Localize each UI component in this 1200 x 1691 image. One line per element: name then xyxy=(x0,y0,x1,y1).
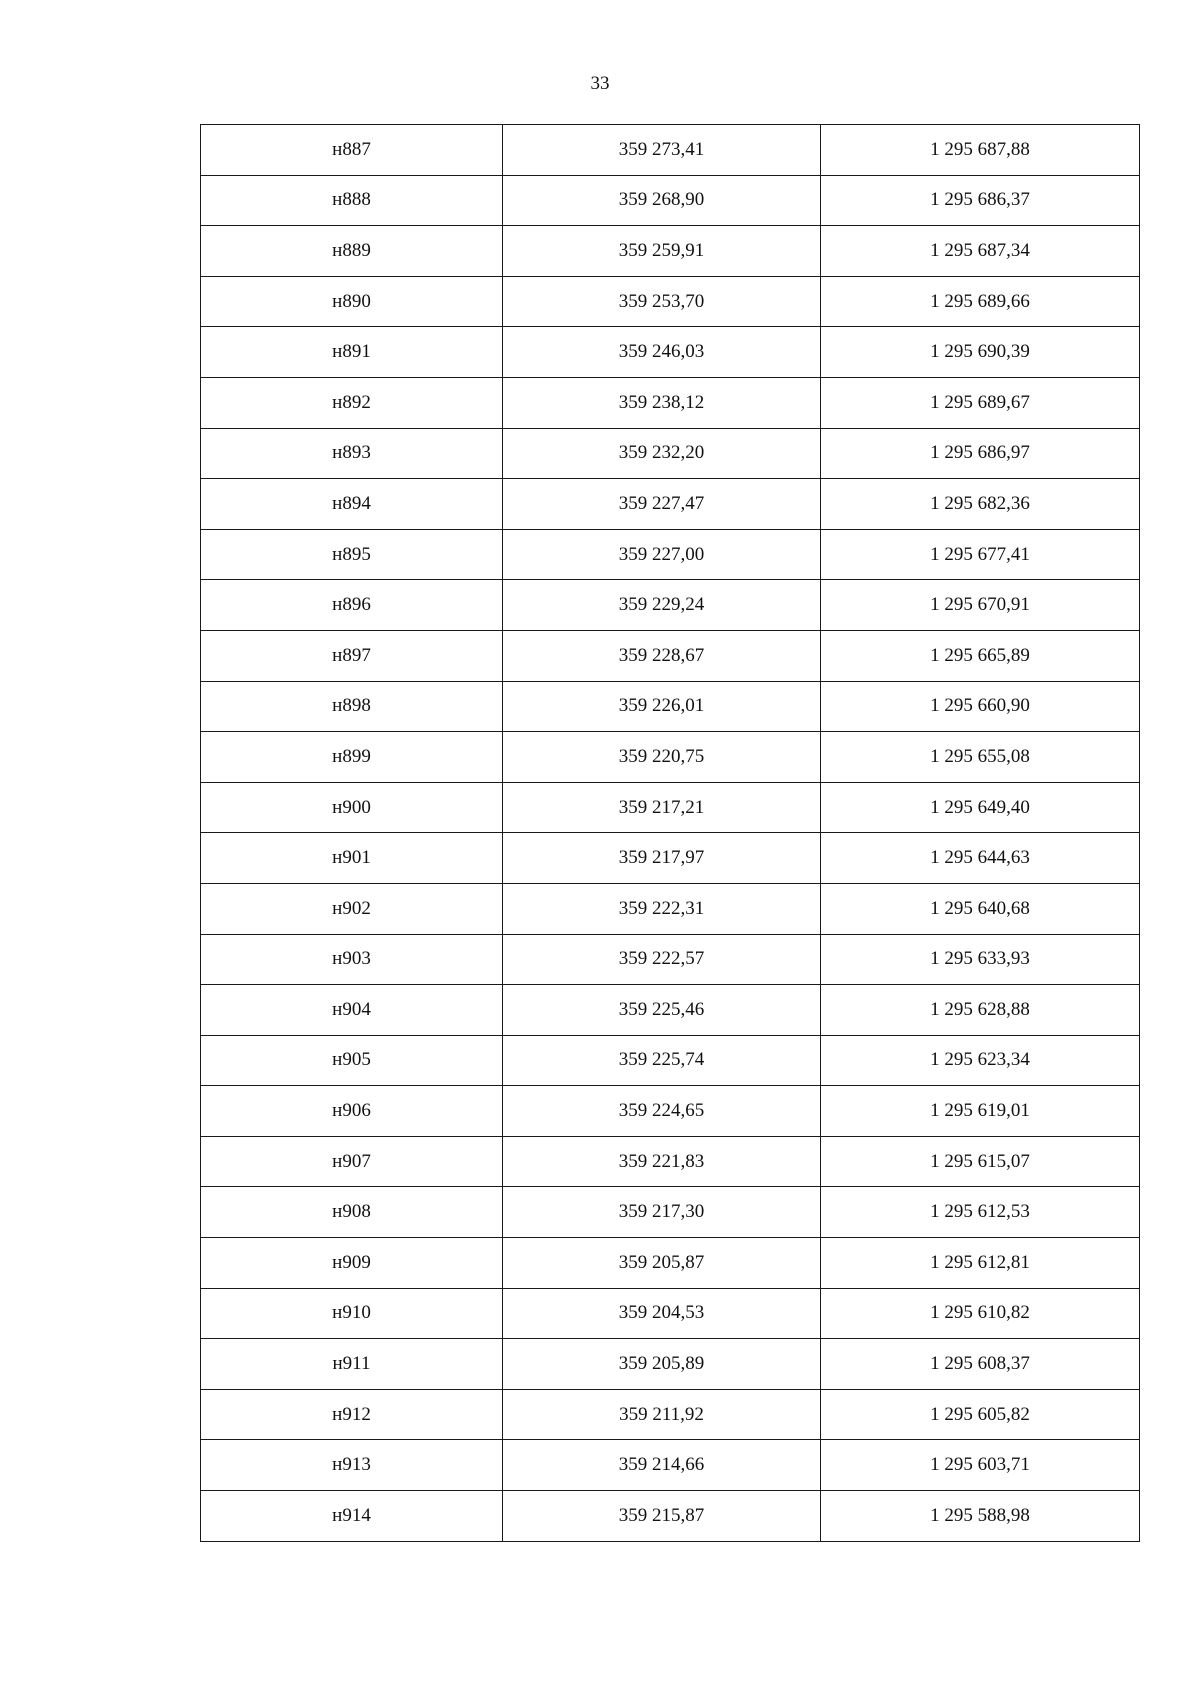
x-coordinate-cell: 359 220,75 xyxy=(503,732,821,783)
y-coordinate-cell: 1 295 628,88 xyxy=(821,985,1140,1036)
table-row xyxy=(201,985,1140,1036)
x-coordinate-cell: 359 227,47 xyxy=(503,479,821,530)
y-coordinate-cell: 1 295 690,39 xyxy=(821,327,1140,378)
point-cell: н888 xyxy=(201,175,503,226)
x-coordinate-cell: 359 217,21 xyxy=(503,782,821,833)
point-cell: н909 xyxy=(201,1238,503,1289)
point-cell: н910 xyxy=(201,1288,503,1339)
x-coordinate-cell: 359 253,70 xyxy=(503,276,821,327)
coordinates-table-body xyxy=(201,125,1140,1542)
y-coordinate-cell: 1 295 588,98 xyxy=(821,1491,1140,1542)
x-coordinate-cell: 359 217,97 xyxy=(503,833,821,884)
x-coordinate-cell: 359 227,00 xyxy=(503,529,821,580)
table-row xyxy=(201,732,1140,783)
x-coordinate-cell: 359 225,46 xyxy=(503,985,821,1036)
point-cell: н889 xyxy=(201,226,503,277)
point-cell: н903 xyxy=(201,934,503,985)
point-cell: н895 xyxy=(201,529,503,580)
table-row xyxy=(201,125,1140,176)
table-row xyxy=(201,1035,1140,1086)
y-coordinate-cell: 1 295 686,97 xyxy=(821,428,1140,479)
x-coordinate-cell: 359 246,03 xyxy=(503,327,821,378)
table-row xyxy=(201,529,1140,580)
coordinates-table xyxy=(200,124,1140,1542)
y-coordinate-cell: 1 295 633,93 xyxy=(821,934,1140,985)
x-coordinate-cell: 359 259,91 xyxy=(503,226,821,277)
table-row xyxy=(201,479,1140,530)
y-coordinate-cell: 1 295 687,34 xyxy=(821,226,1140,277)
point-cell: н892 xyxy=(201,377,503,428)
point-cell: н891 xyxy=(201,327,503,378)
y-coordinate-cell: 1 295 677,41 xyxy=(821,529,1140,580)
table-row xyxy=(201,883,1140,934)
table-row xyxy=(201,377,1140,428)
y-coordinate-cell: 1 295 689,67 xyxy=(821,377,1140,428)
point-cell: н894 xyxy=(201,479,503,530)
y-coordinate-cell: 1 295 640,68 xyxy=(821,883,1140,934)
table-row xyxy=(201,1187,1140,1238)
y-coordinate-cell: 1 295 605,82 xyxy=(821,1389,1140,1440)
x-coordinate-cell: 359 232,20 xyxy=(503,428,821,479)
table-row xyxy=(201,1440,1140,1491)
point-cell: н907 xyxy=(201,1136,503,1187)
x-coordinate-cell: 359 229,24 xyxy=(503,580,821,631)
point-cell: н890 xyxy=(201,276,503,327)
y-coordinate-cell: 1 295 610,82 xyxy=(821,1288,1140,1339)
point-cell: н887 xyxy=(201,125,503,176)
table-row xyxy=(201,1491,1140,1542)
point-cell: н905 xyxy=(201,1035,503,1086)
x-coordinate-cell: 359 221,83 xyxy=(503,1136,821,1187)
x-coordinate-cell: 359 211,92 xyxy=(503,1389,821,1440)
table-row xyxy=(201,681,1140,732)
x-coordinate-cell: 359 204,53 xyxy=(503,1288,821,1339)
x-coordinate-cell: 359 205,89 xyxy=(503,1339,821,1390)
y-coordinate-cell: 1 295 660,90 xyxy=(821,681,1140,732)
page-number: 33 xyxy=(590,73,610,94)
table-row xyxy=(201,1136,1140,1187)
table-row xyxy=(201,630,1140,681)
x-coordinate-cell: 359 225,74 xyxy=(503,1035,821,1086)
x-coordinate-cell: 359 268,90 xyxy=(503,175,821,226)
point-cell: н900 xyxy=(201,782,503,833)
point-cell: н901 xyxy=(201,833,503,884)
table-row xyxy=(201,580,1140,631)
y-coordinate-cell: 1 295 682,36 xyxy=(821,479,1140,530)
x-coordinate-cell: 359 205,87 xyxy=(503,1238,821,1289)
point-cell: н911 xyxy=(201,1339,503,1390)
table-row xyxy=(201,1288,1140,1339)
x-coordinate-cell: 359 217,30 xyxy=(503,1187,821,1238)
y-coordinate-cell: 1 295 612,53 xyxy=(821,1187,1140,1238)
table-row xyxy=(201,226,1140,277)
y-coordinate-cell: 1 295 619,01 xyxy=(821,1086,1140,1137)
table-row xyxy=(201,782,1140,833)
x-coordinate-cell: 359 214,66 xyxy=(503,1440,821,1491)
point-cell: н913 xyxy=(201,1440,503,1491)
y-coordinate-cell: 1 295 655,08 xyxy=(821,732,1140,783)
x-coordinate-cell: 359 238,12 xyxy=(503,377,821,428)
table-row xyxy=(201,1238,1140,1289)
x-coordinate-cell: 359 273,41 xyxy=(503,125,821,176)
y-coordinate-cell: 1 295 612,81 xyxy=(821,1238,1140,1289)
y-coordinate-cell: 1 295 686,37 xyxy=(821,175,1140,226)
y-coordinate-cell: 1 295 687,88 xyxy=(821,125,1140,176)
table-row xyxy=(201,175,1140,226)
point-cell: н899 xyxy=(201,732,503,783)
x-coordinate-cell: 359 228,67 xyxy=(503,630,821,681)
table-row xyxy=(201,1086,1140,1137)
table-row xyxy=(201,428,1140,479)
point-cell: н902 xyxy=(201,883,503,934)
point-cell: н908 xyxy=(201,1187,503,1238)
y-coordinate-cell: 1 295 623,34 xyxy=(821,1035,1140,1086)
y-coordinate-cell: 1 295 670,91 xyxy=(821,580,1140,631)
point-cell: н893 xyxy=(201,428,503,479)
x-coordinate-cell: 359 222,57 xyxy=(503,934,821,985)
point-cell: н912 xyxy=(201,1389,503,1440)
y-coordinate-cell: 1 295 644,63 xyxy=(821,833,1140,884)
point-cell: н898 xyxy=(201,681,503,732)
point-cell: н914 xyxy=(201,1491,503,1542)
x-coordinate-cell: 359 226,01 xyxy=(503,681,821,732)
table-row xyxy=(201,833,1140,884)
x-coordinate-cell: 359 215,87 xyxy=(503,1491,821,1542)
table-row xyxy=(201,934,1140,985)
x-coordinate-cell: 359 222,31 xyxy=(503,883,821,934)
point-cell: н906 xyxy=(201,1086,503,1137)
table-row xyxy=(201,1339,1140,1390)
y-coordinate-cell: 1 295 608,37 xyxy=(821,1339,1140,1390)
point-cell: н896 xyxy=(201,580,503,631)
point-cell: н897 xyxy=(201,630,503,681)
table-row xyxy=(201,327,1140,378)
y-coordinate-cell: 1 295 603,71 xyxy=(821,1440,1140,1491)
y-coordinate-cell: 1 295 689,66 xyxy=(821,276,1140,327)
x-coordinate-cell: 359 224,65 xyxy=(503,1086,821,1137)
table-row xyxy=(201,1389,1140,1440)
point-cell: н904 xyxy=(201,985,503,1036)
y-coordinate-cell: 1 295 615,07 xyxy=(821,1136,1140,1187)
y-coordinate-cell: 1 295 665,89 xyxy=(821,630,1140,681)
table-row xyxy=(201,276,1140,327)
y-coordinate-cell: 1 295 649,40 xyxy=(821,782,1140,833)
